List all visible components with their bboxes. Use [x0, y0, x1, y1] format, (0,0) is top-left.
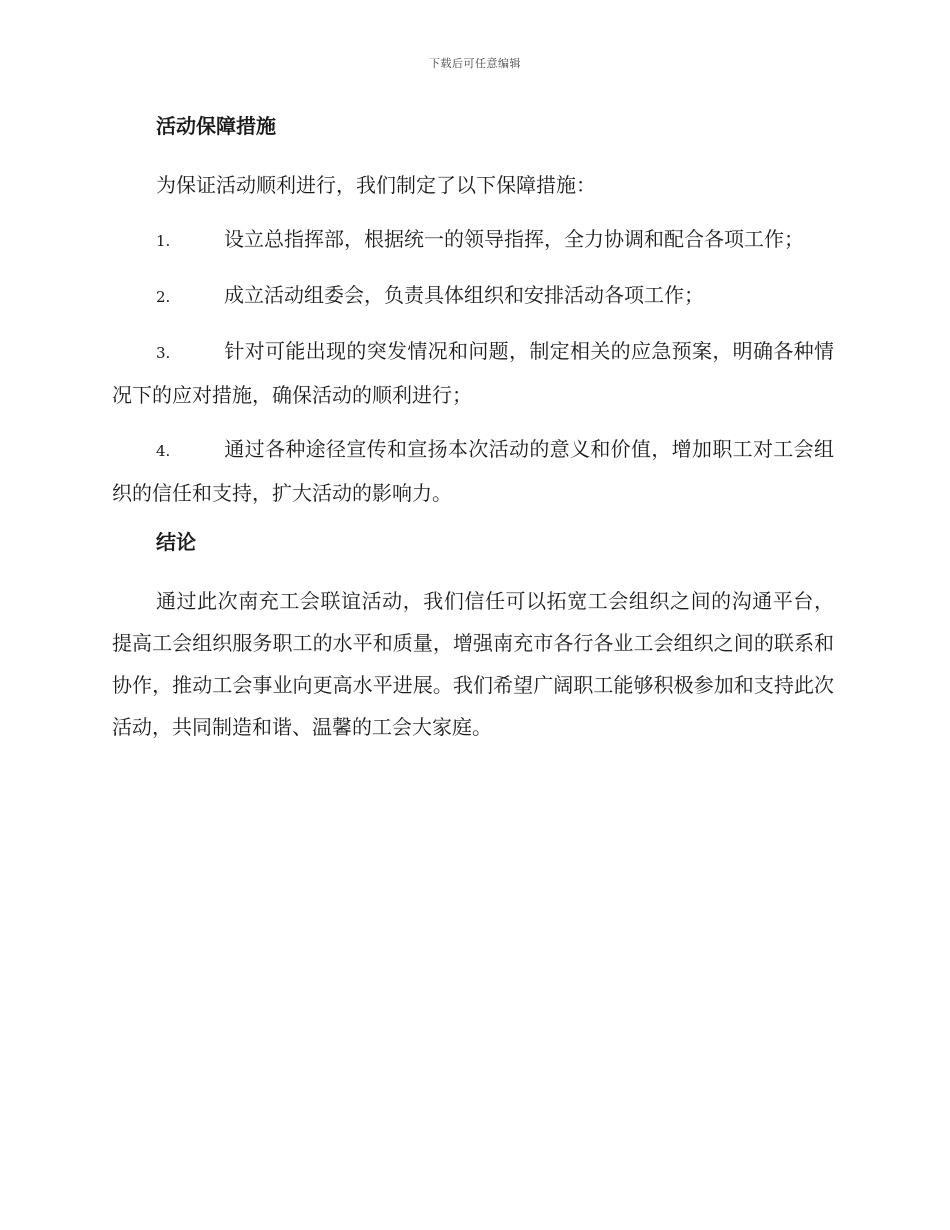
list-item: [112, 330, 834, 416]
list-item-number: 2.: [156, 288, 171, 306]
list-item-text: 针对可能出现的突发情况和问题，制定相关的应急预案，明确各种情况下的应对措施，确保活动的顺利进行；: [112, 339, 834, 407]
list-item-text: 成立活动组委会，负责具体组织和安排活动各项工作；: [224, 283, 704, 307]
list-item: [112, 218, 834, 262]
list-item-text: 设立总指挥部，根据统一的领导指挥，全力协调和配合各项工作；: [224, 227, 804, 251]
list-item-text: 通过各种途径宣传和宣扬本次活动的意义和价值，增加职工对工会组织的信任和支持，扩大活动的影响力。: [112, 437, 834, 505]
section-heading-measures: 活动保障措施: [156, 114, 276, 138]
list-item-number: 3.: [156, 344, 171, 362]
document-body: [112, 110, 834, 760]
list-item-number: 4.: [156, 442, 171, 460]
list-item-number: 1.: [156, 232, 171, 250]
conclusion-body: 通过此次南充工会联谊活动，我们信任可以拓宽工会组织之间的沟通平台，提高工会组织服务职工的水平和质量，增强南充市各行各业工会组织之间的联系和协作，推动工会事业向更高水平进展。我们希望广阔职工能够积极参加和支持此次活动，共同制造和谐、温馨的工会大家庭。: [112, 589, 834, 739]
measures-intro: 为保证活动顺利进行，我们制定了以下保障措施：: [156, 173, 596, 197]
page-header: 下载后可任意编辑: [429, 57, 521, 70]
list-item: [112, 428, 834, 514]
list-item: [112, 274, 834, 318]
section-heading-conclusion: 结论: [156, 530, 196, 554]
